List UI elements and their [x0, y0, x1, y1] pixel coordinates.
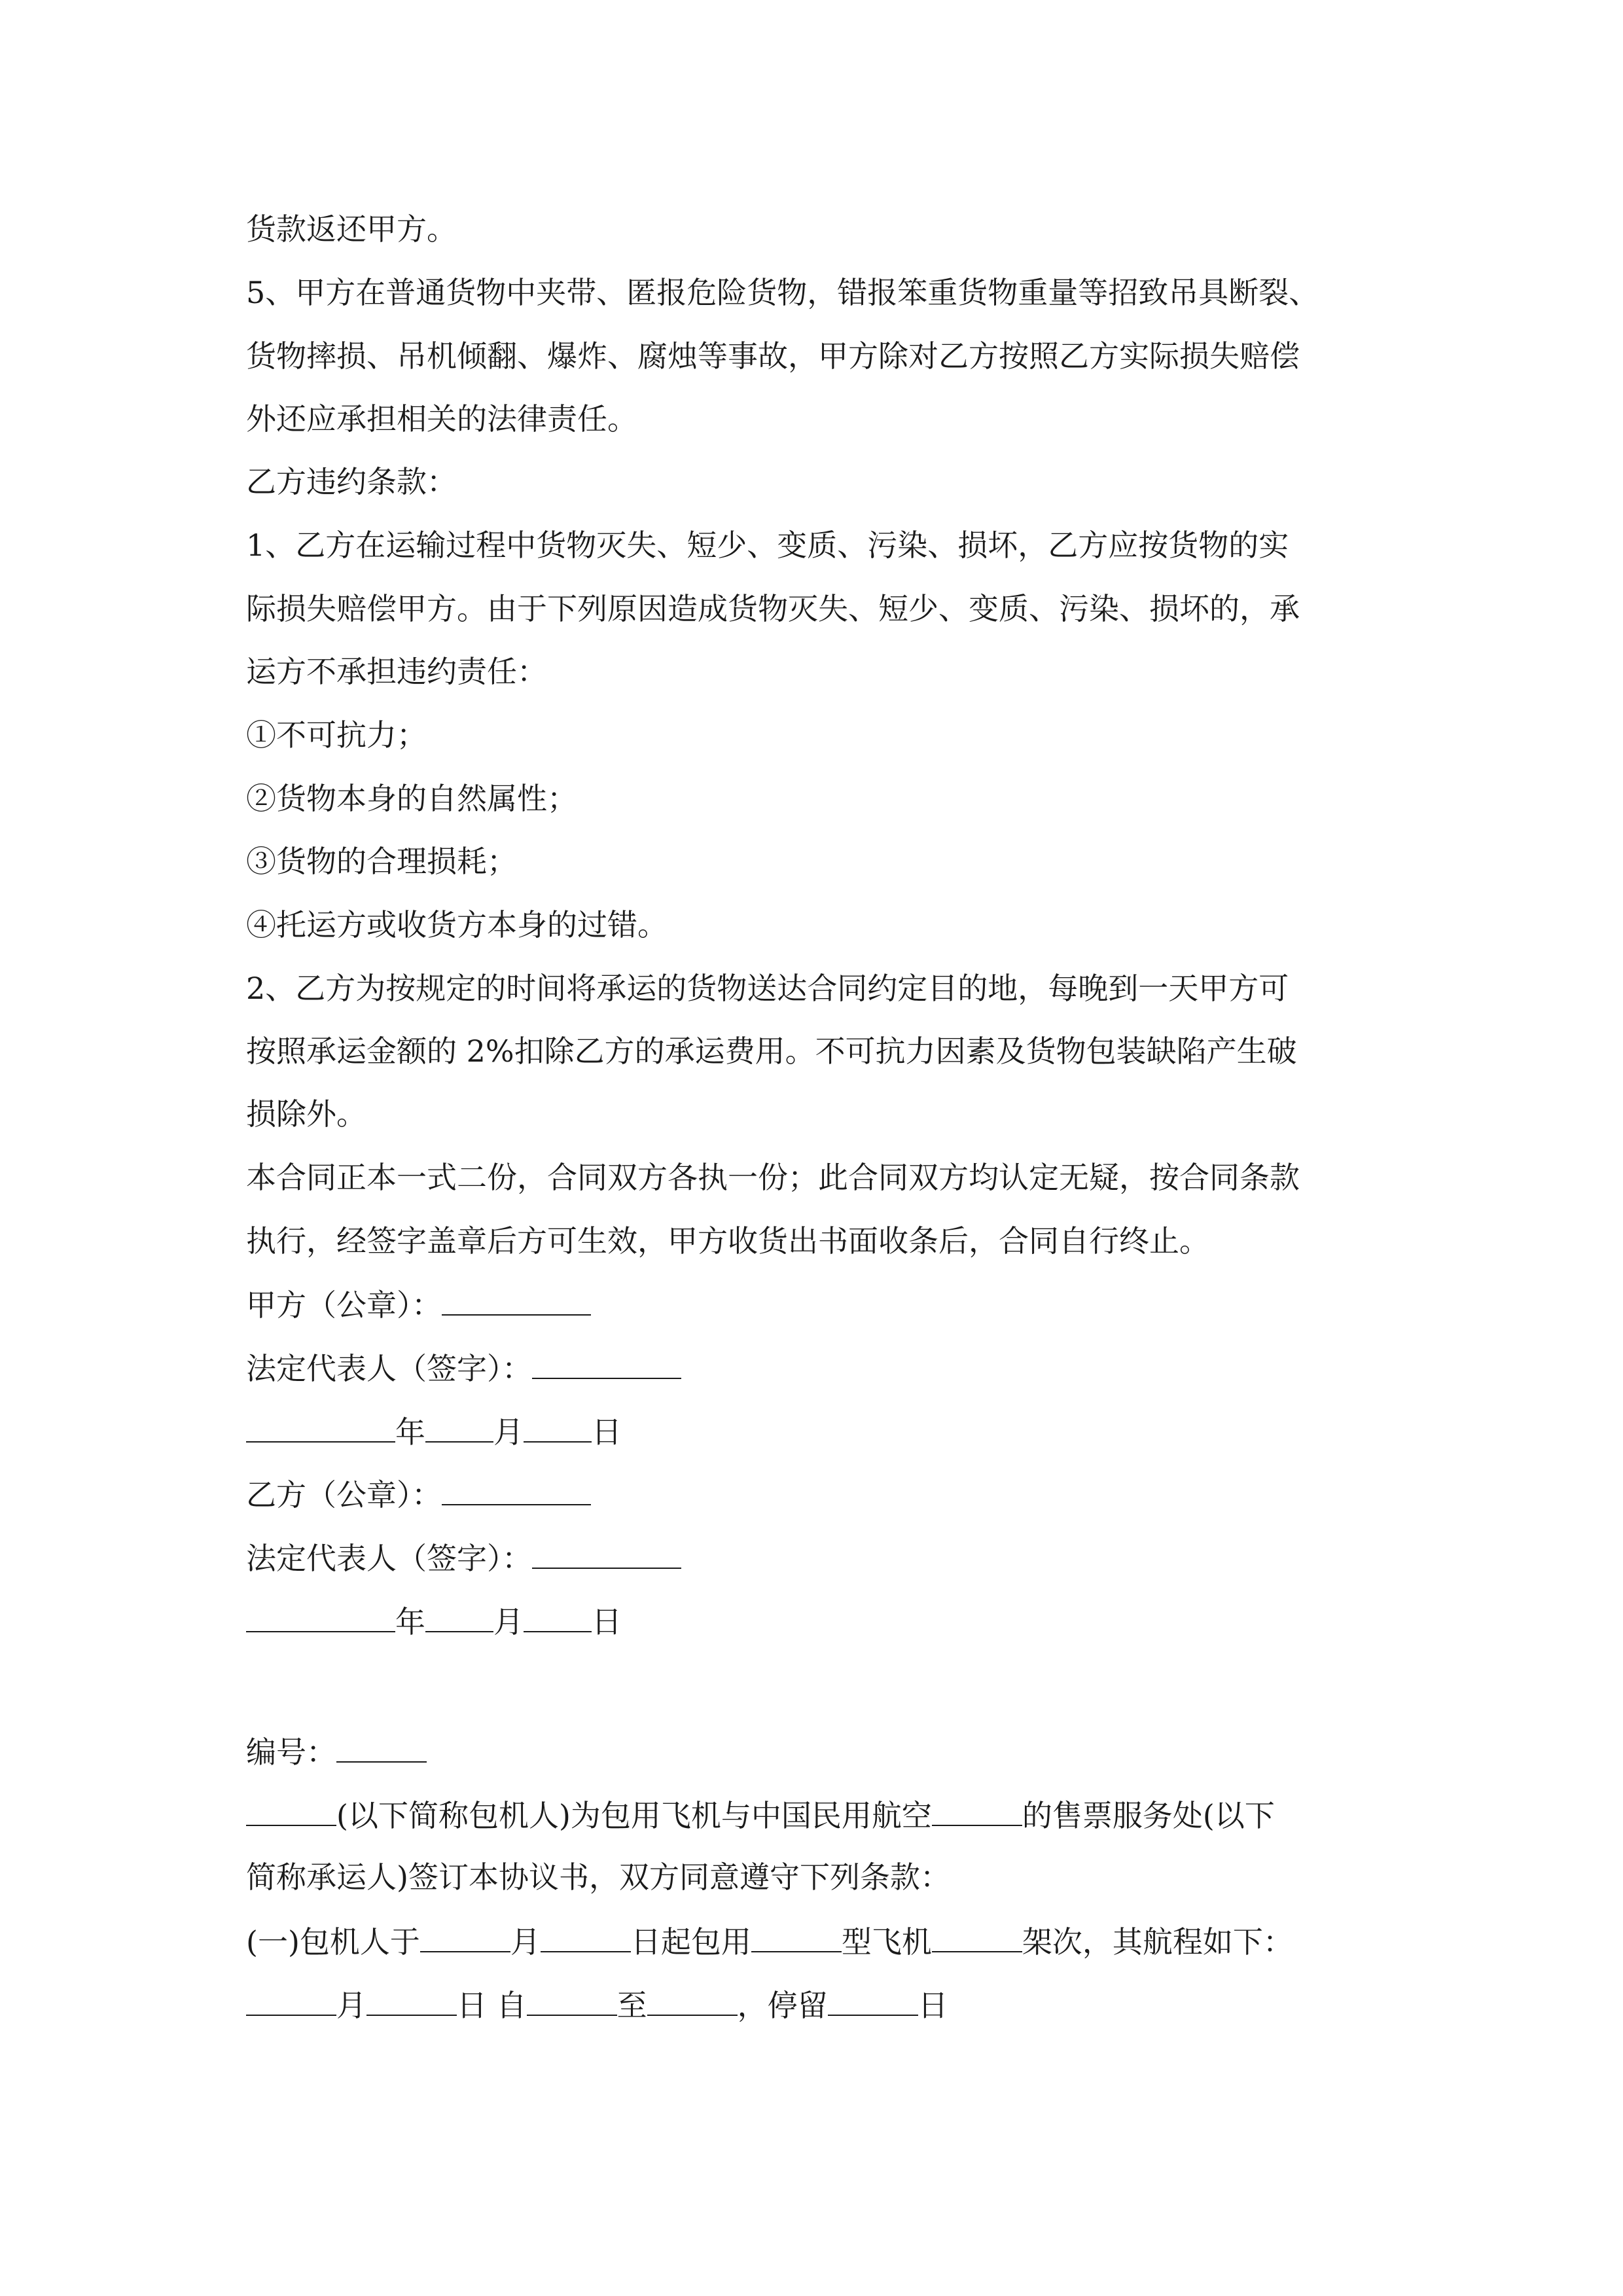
aircraft-type-blank[interactable] [751, 1921, 842, 1952]
start-day-blank[interactable] [541, 1921, 631, 1952]
to-blank[interactable] [647, 1984, 738, 2016]
flights-blank[interactable] [932, 1921, 1022, 1952]
list-item: ③货物的合理损耗； [246, 844, 517, 879]
text-line: 1、乙方在运输过程中货物灭失、短少、变质、污染、损坏，乙方应按货物的实 [246, 528, 1289, 563]
party-b-rep-line [246, 1537, 1398, 1577]
year-label: 年 [395, 1604, 425, 1640]
route-text: 架次，其航程如下： [1022, 1924, 1293, 1960]
month-label: 月 [493, 1414, 524, 1450]
month-label: 月 [493, 1604, 524, 1640]
list-item: ④托运方或收货方本身的过错。 [246, 907, 668, 942]
charter-intro-text: (以下简称包机人)为包用飞机与中国民用航空 [336, 1798, 932, 1833]
party-a-seal-blank[interactable] [442, 1284, 591, 1316]
year-label: 年 [395, 1414, 425, 1450]
to-label: 至 [616, 1988, 647, 2023]
legal-rep-label: 法定代表人（签字）： [246, 1351, 532, 1386]
day-label: 日 [592, 1604, 622, 1640]
text-line: 5、甲方在普通货物中夹带、匿报危险货物，错报笨重货物重量等招致吊具断裂、 [246, 275, 1319, 310]
number-label: 编号： [246, 1734, 336, 1770]
list-item: ②货物本身的自然属性； [246, 781, 577, 816]
legal-rep-label: 法定代表人（签字）： [246, 1541, 532, 1576]
day-label: 日 [592, 1414, 622, 1450]
year-blank[interactable] [246, 1601, 395, 1632]
text-line: 货物摔损、吊机倾翻、爆炸、腐烛等事故，甲方除对乙方按照乙方实际损失赔偿 [246, 338, 1300, 374]
route-day-blank[interactable] [366, 1984, 457, 2016]
month-blank[interactable] [425, 1411, 493, 1443]
aircraft-text: 型飞机 [841, 1924, 932, 1960]
day-blank[interactable] [524, 1601, 592, 1632]
party-a-date-line [246, 1411, 1398, 1450]
list-item: ①不可抗力； [246, 717, 427, 753]
charter-intro-line [246, 1795, 1398, 1834]
text-line: 外还应承担相关的法律责任。 [246, 401, 637, 437]
stay-label: ，停留 [737, 1988, 828, 2023]
charter-text: 日起包用 [630, 1924, 751, 1960]
number-blank[interactable] [336, 1731, 427, 1763]
stay-blank[interactable] [828, 1984, 918, 2016]
year-blank[interactable] [246, 1411, 395, 1443]
route-line [246, 1984, 1398, 2024]
text-line: 2、乙方为按规定的时间将承运的货物送达合同约定目的地，每晚到一天甲方可 [246, 971, 1289, 1006]
charter-terms-line [246, 1921, 1398, 1960]
month-label: 月 [336, 1988, 366, 2023]
text-line: 简称承运人)签订本协议书，双方同意遵守下列条款： [246, 1859, 950, 1895]
text-line: 本合同正本一式二份，合同双方各执一份；此合同双方均认定无疑，按合同条款 [246, 1160, 1300, 1195]
days-label: 日 [918, 1988, 948, 2023]
day-blank[interactable] [524, 1411, 592, 1443]
party-b-rep-blank[interactable] [532, 1537, 681, 1569]
section-heading: 乙方违约条款： [246, 464, 457, 499]
party-a-rep-line [246, 1348, 1398, 1387]
clause-one-label: (一)包机人于 [246, 1924, 420, 1960]
month-blank[interactable] [425, 1601, 493, 1632]
month-label: 月 [510, 1924, 541, 1960]
airline-blank[interactable] [932, 1795, 1022, 1826]
party-b-seal-line [246, 1474, 1398, 1513]
party-a-seal-label: 甲方（公章）： [246, 1287, 442, 1323]
party-b-seal-blank[interactable] [442, 1474, 591, 1505]
text-line: 运方不承担违约责任： [246, 654, 547, 689]
party-a-rep-blank[interactable] [532, 1348, 681, 1379]
from-label: 日 自 [457, 1988, 527, 2023]
party-a-seal-line [246, 1284, 1398, 1323]
text-line: 际损失赔偿甲方。由于下列原因造成货物灭失、短少、变质、污染、损坏的，承 [246, 591, 1300, 626]
number-line [246, 1731, 1398, 1770]
text-line: 按照承运金额的 2%扣除乙方的承运费用。不可抗力因素及货物包装缺陷产生破 [246, 1033, 1297, 1069]
charterer-blank[interactable] [246, 1795, 336, 1826]
text-line: 损除外。 [246, 1096, 366, 1132]
start-month-blank[interactable] [420, 1921, 510, 1952]
text-line: 执行，经签字盖章后方可生效，甲方收货出书面收条后，合同自行终止。 [246, 1223, 1209, 1259]
route-month-blank[interactable] [246, 1984, 336, 2016]
charter-intro-text-2: 的售票服务处(以下 [1022, 1798, 1275, 1833]
party-b-seal-label: 乙方（公章）： [246, 1477, 442, 1513]
text-line: 货款返还甲方。 [246, 211, 457, 247]
from-blank[interactable] [527, 1984, 617, 2016]
party-b-date-line [246, 1601, 1398, 1640]
